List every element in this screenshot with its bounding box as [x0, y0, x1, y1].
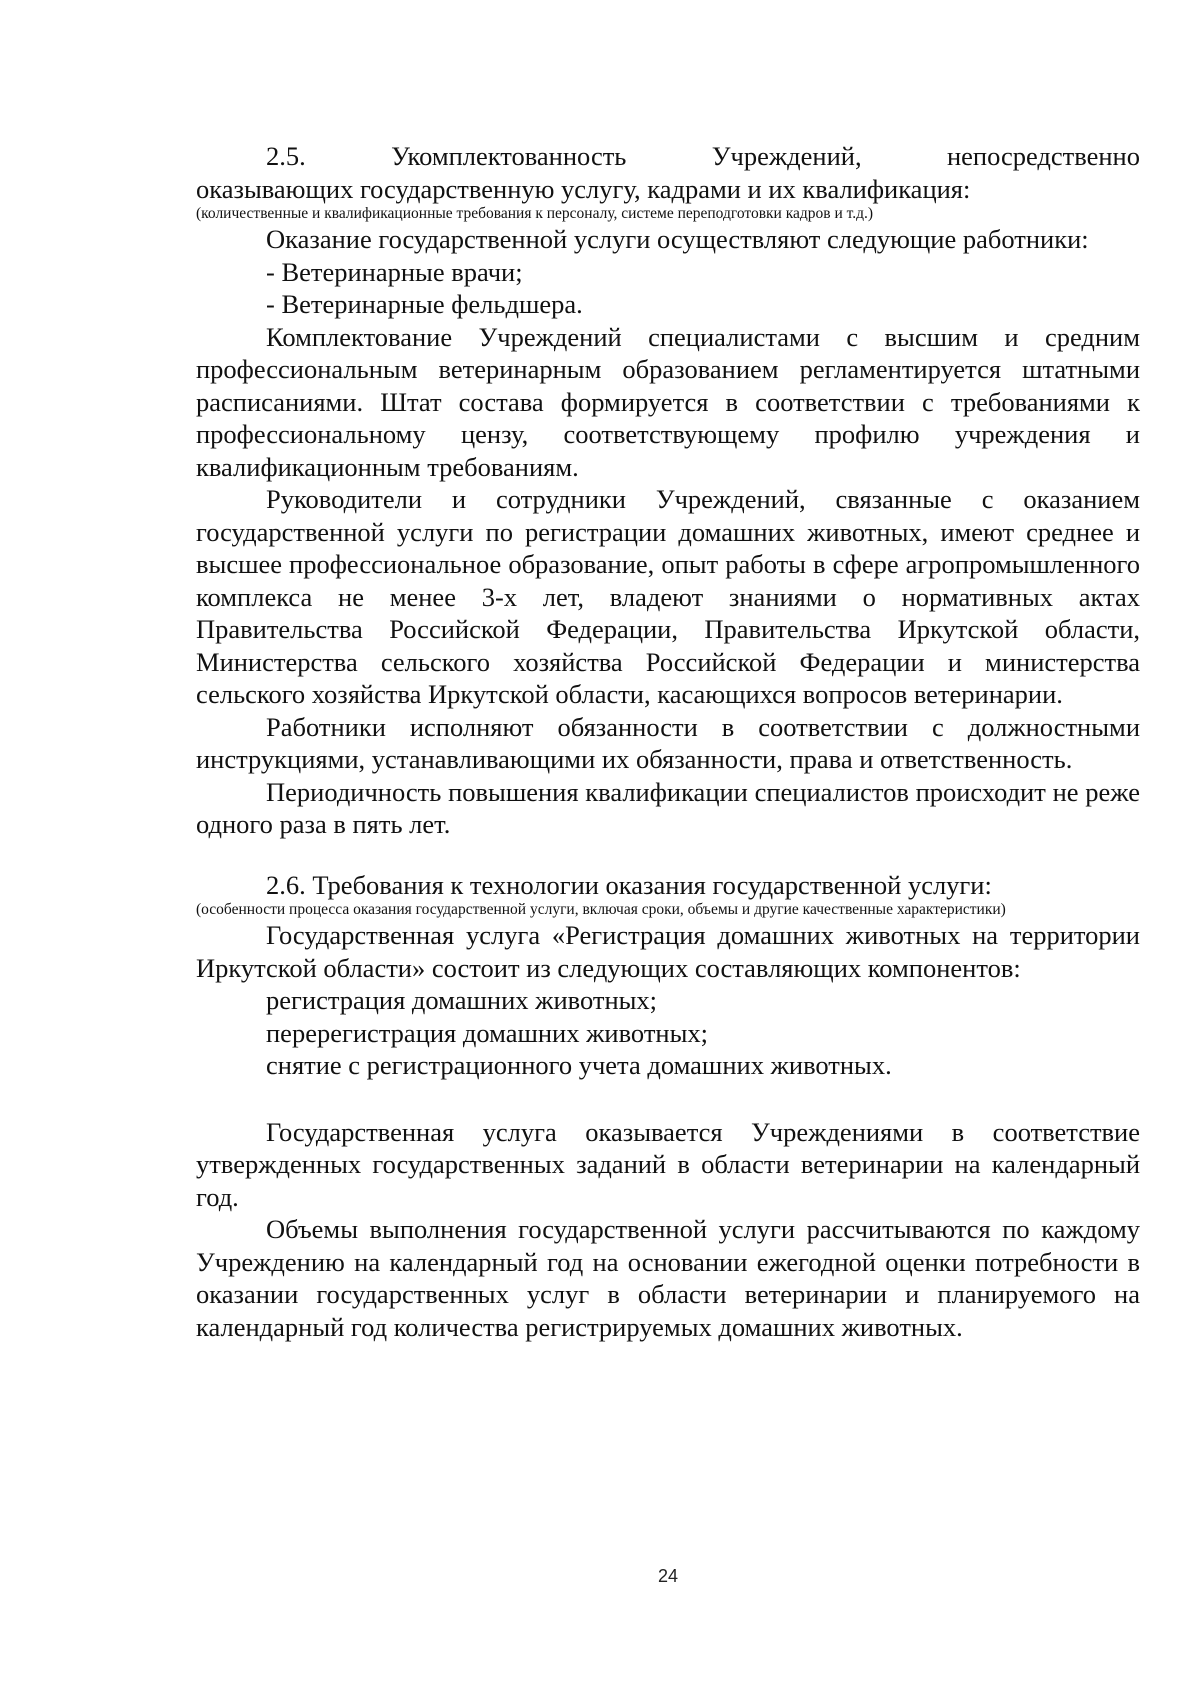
paragraph: Руководители и сотрудники Учреждений, связанные с оказанием государственной услуги по регистрации домашних животных, имеют среднее и высшее профессиональное образование, опыт работы в сфере агропромышленного комплекса не менее 3-х лет, владеют знаниями о нормативных актах Правительства Российской Федерации, Правительства Иркутской области, Министерства сельского хозяйства Российской Федерации и министерства сельского хозяйства Иркутской области, касающихся вопросов ветеринарии. — [196, 484, 1140, 709]
paragraph: Государственная услуга оказывается Учреждениями в соответствие утвержденных государственных заданий в области ветеринарии на календарный год. — [196, 1116, 1140, 1212]
section-number: 2.5. — [266, 141, 306, 171]
page-number: 24 — [657, 1566, 679, 1586]
list-item: регистрация домашних животных; — [266, 985, 658, 1015]
heading-word: непосредственно — [946, 141, 1140, 171]
list-item: снятие с регистрационного учета домашних животных. — [266, 1050, 892, 1080]
section-2-6-heading: 2.6. Требования к технологии оказания государственной услуги: — [266, 869, 992, 900]
paragraph: Работники исполняют обязанности в соответствии с должностными инструкциями, устанавливающими их обязанности, права и ответственность. — [196, 711, 1140, 774]
section-2-5-heading — [196, 140, 1140, 173]
section-2-5-heading-continuation: оказывающих государственную услугу, кадрами и их квалификация: — [196, 173, 971, 204]
section-2-5-note: (количественные и квалификационные требования к персоналу, системе переподготовки кадров и т.д.) — [196, 205, 874, 222]
paragraph: Периодичность повышения квалификации специалистов происходит не реже одного раза в пять лет. — [196, 776, 1140, 839]
spacer — [196, 841, 1140, 869]
list-item: - Ветеринарные фельдшера. — [266, 289, 583, 319]
section-2-6-note: (особенности процесса оказания государственной услуги, включая сроки, объемы и другие качественные характеристики) — [196, 901, 1006, 918]
list-item: - Ветеринарные врачи; — [266, 256, 523, 287]
paragraph: Оказание государственной услуги осуществляют следующие работники: — [266, 224, 1089, 254]
document-page — [196, 140, 1140, 1343]
spacer — [196, 1082, 1140, 1116]
heading-word: Укомплектованность — [391, 141, 627, 171]
paragraph: Государственная услуга «Регистрация домашних животных на территории Иркутской области» состоит из следующих составляющих компонентов: — [196, 920, 1140, 983]
paragraph: Объемы выполнения государственной услуги рассчитываются по каждому Учреждению на календарный год на основании ежегодной оценки потребности в оказании государственных услуг в области ветеринарии и планируемого на календарный год количества регистрируемых домашних животных. — [196, 1214, 1140, 1342]
paragraph: Комплектование Учреждений специалистами с высшим и средним профессиональным ветеринарным образованием регламентируется штатными расписаниями. Штат состава формируется в соответствии с требованиями к профессиональному цензу, соответствующему профилю учреждения и квалификационным требованиям. — [196, 321, 1140, 482]
heading-word: Учреждений, — [711, 141, 862, 171]
list-item: перерегистрация домашних животных; — [266, 1017, 708, 1048]
